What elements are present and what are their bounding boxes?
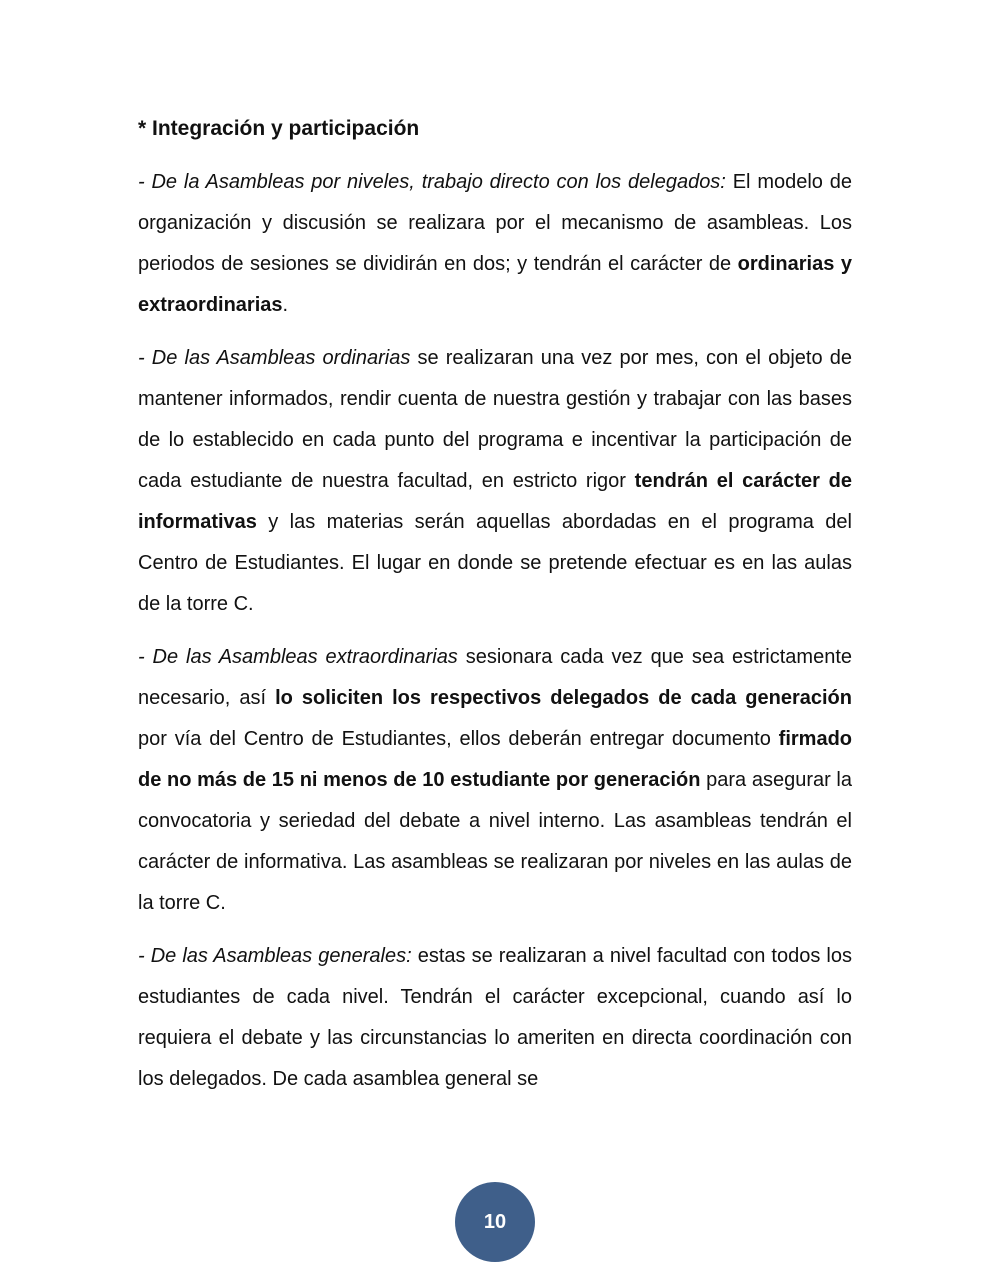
paragraph-emphasis: lo soliciten los respectivos delegados de cada generación [275, 687, 852, 709]
paragraph-asambleas-niveles [138, 162, 852, 326]
paragraph-lead: - De la Asambleas por niveles, trabajo directo con los delegados: [138, 171, 726, 193]
paragraph-text: por vía del Centro de Estudiantes, ellos deberán entregar documento [138, 728, 779, 750]
paragraph-text: estas se realizaran a nivel facultad con todos los estudiantes de cada nivel. Tendrán el carácter excepcional, cuando así lo requiera el debate y las circunstancias lo ameriten en directa coordinación con los delegados. De cada asamblea general se [138, 945, 852, 1090]
paragraph-asambleas-extraordinarias [138, 637, 852, 924]
paragraph-emphasis: firmado de no más de 15 ni menos de 10 estudiante por generación [138, 728, 852, 791]
paragraph-text-end: y las materias serán aquellas abordadas en el programa del Centro de Estudiantes. El lugar en donde se pretende efectuar es en las aulas de la torre C. [138, 511, 852, 615]
paragraph-text: El modelo de organización y discusión se realizara por el mecanismo de asambleas. Los periodos de sesiones se dividirán en dos; y tendrán el carácter de [138, 171, 852, 275]
page-number-badge: 10 [455, 1182, 535, 1262]
paragraph-text: se realizaran una vez por mes, con el objeto de mantener informados, rendir cuenta de nuestra gestión y trabajar con las bases de lo establecido en cada punto del programa e incentivar la participación de cada estudiante de nuestra facultad, en estricto rigor [138, 347, 852, 492]
paragraph-text-end: . [282, 294, 289, 316]
paragraph-asambleas-generales [138, 936, 852, 1100]
section-heading: * Integración y participación [138, 117, 420, 140]
paragraph-lead: - De las Asambleas generales: [138, 945, 412, 967]
paragraph-asambleas-ordinarias [138, 338, 852, 625]
paragraph-lead: - De las Asambleas extraordinarias [138, 646, 458, 668]
paragraph-lead: - De las Asambleas ordinarias [138, 347, 411, 369]
paragraph-text: sesionara cada vez que sea estrictamente necesario, así [138, 646, 852, 709]
paragraph-emphasis: tendrán el carácter de informativas [138, 470, 852, 533]
paragraph-emphasis: ordinarias y extraordinarias [138, 253, 852, 316]
paragraph-text-end: para asegurar la convocatoria y seriedad del debate a nivel interno. Las asambleas tendrán el carácter de informativa. Las asambleas se realizaran por niveles en las aulas de la torre C. [138, 769, 852, 914]
document-body [138, 112, 852, 1112]
